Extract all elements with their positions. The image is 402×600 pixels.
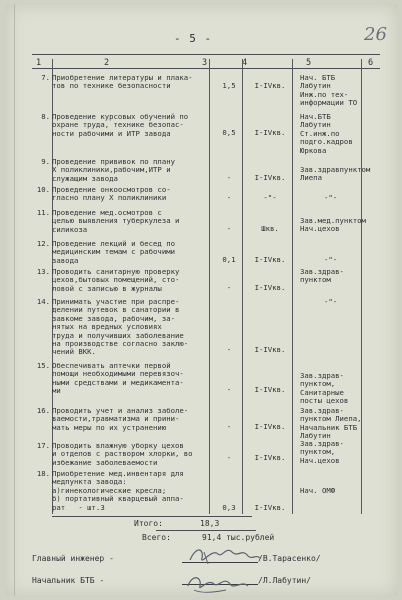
row-responsible: Нач.БТБ Лабутин Ст.инж.по подго.кадров Юркова bbox=[300, 112, 353, 155]
row-amount: - bbox=[226, 173, 232, 182]
row-description: Проведение онкоосмотров со- гласно плану X поликлиники bbox=[52, 185, 171, 203]
row-description: Проводить учет и анализ заболе- ваемости,травматизма и прини- мать меры по их устранению bbox=[52, 406, 189, 432]
row-amount: 1,5 bbox=[222, 81, 236, 90]
row-responsible: Нач. БТБ Лабутин Инж.по тех- информации ТО bbox=[300, 73, 358, 108]
row-number: 11. bbox=[36, 208, 50, 217]
row-description: Проведение мед.осмотров с целью выявления туберкулеза и силикоза bbox=[52, 208, 180, 234]
totals-rule bbox=[52, 516, 252, 517]
row-responsible: Зав.мед.пунктом Нач.цехов bbox=[300, 216, 366, 234]
row-number: 9. bbox=[41, 157, 50, 166]
row-number: 10. bbox=[36, 185, 50, 194]
row-responsible: Зав.здрав- пунктом, Санитарные посты цехов bbox=[300, 371, 349, 406]
signature-title: Начальник БТБ - bbox=[32, 576, 105, 585]
row-description: Приобретение мед.инвентаря для медпункта завода: а)гинекологические кресла; б) портативный кварцевый аппа- рат - шт.3 bbox=[52, 469, 184, 512]
row-term: Шкв. bbox=[261, 224, 279, 233]
column-header-5: 5 bbox=[306, 58, 312, 68]
column-header-2: 2 bbox=[104, 58, 110, 68]
column-header-3: 3 bbox=[202, 58, 208, 68]
row-number: 18. bbox=[36, 469, 50, 478]
row-responsible: Зав.здрав- пунктом Лиепа, Начальник БТБ Лабутин bbox=[300, 406, 362, 441]
row-number: 15. bbox=[36, 361, 50, 370]
row-amount: - bbox=[226, 385, 232, 394]
row-description: Обеспечивать аптечки первой помощи необходимыми перевязоч- ными средствами и медикамента- ми bbox=[52, 361, 184, 396]
column-header-6: 6 bbox=[368, 58, 374, 68]
row-amount: - bbox=[226, 224, 232, 233]
row-amount: - bbox=[226, 453, 232, 462]
row-responsible: -"- bbox=[324, 193, 338, 202]
row-number: 16. bbox=[36, 406, 50, 415]
row-description: Проведение лекций и бесед по медицинским темам с рабочими завода bbox=[52, 239, 176, 265]
row-responsible: Зав.здрав- пунктом bbox=[300, 267, 344, 285]
vsego-label: Всего: bbox=[142, 533, 171, 542]
row-description: Принимать участие при распре- делении путевок в санатории в завкоме завода, рабочим, за- нятых на вредных условиях труда и получивших заболевание на производстве согласно заклю- чений ВКК. bbox=[52, 297, 189, 357]
row-description: Проведение курсовых обучений по охране труда, технике безопас- ности рабочими и ИТР завода bbox=[52, 112, 189, 138]
handwritten-signatures bbox=[182, 540, 262, 596]
page-number: - 5 - bbox=[174, 32, 213, 45]
row-number: 17. bbox=[36, 441, 50, 450]
totals-underline bbox=[156, 530, 256, 531]
row-amount: 0,3 bbox=[222, 502, 236, 512]
row-number: 14. bbox=[36, 297, 50, 306]
row-amount: 0,1 bbox=[222, 255, 236, 264]
column-header-1: 1 bbox=[36, 58, 42, 68]
row-description: Проводить влажную уборку цехов и отделов с раствором хлорки, во избежание заболеваемости bbox=[52, 441, 193, 467]
row-amount: 0,5 bbox=[222, 128, 236, 137]
row-responsible: -"- bbox=[324, 255, 338, 264]
row-number: 8. bbox=[41, 112, 50, 121]
row-number: 12. bbox=[36, 239, 50, 248]
row-term: I-IVкв. bbox=[254, 345, 286, 354]
row-term: I-IVкв. bbox=[254, 255, 286, 264]
row-term: I-IVкв. bbox=[254, 453, 286, 462]
table-header-rule bbox=[32, 68, 380, 69]
row-responsible: Зав.здравпунктом Лиепа bbox=[300, 165, 371, 183]
row-amount: - bbox=[226, 345, 232, 354]
row-amount: - bbox=[226, 283, 232, 292]
itogo-value: 18,3 bbox=[200, 519, 220, 528]
page-fold-line bbox=[14, 4, 15, 596]
row-term: -"- bbox=[263, 193, 277, 202]
row-term: I-IVкв. bbox=[254, 422, 286, 431]
row-responsible: -"- bbox=[324, 297, 338, 306]
row-term: I-IVкв. bbox=[254, 283, 286, 292]
row-number: 7. bbox=[41, 73, 50, 82]
document-sheet bbox=[6, 4, 398, 596]
itogo-label: Итого: bbox=[134, 519, 163, 528]
row-term: I-IVкв. bbox=[254, 81, 286, 90]
vsego-value: 91,4 тыс.рублей bbox=[202, 533, 275, 542]
column-header-4: 4 bbox=[242, 58, 248, 68]
signature-name: /В.Тарасенко/ bbox=[258, 554, 321, 563]
table-top-rule bbox=[32, 54, 380, 55]
row-number: 13. bbox=[36, 267, 50, 276]
row-term: I-IVкв. bbox=[254, 502, 286, 512]
row-description: Проведение прививок по плану X поликлиники,рабочим,ИТР и служащим завода bbox=[52, 157, 176, 183]
row-amount: - bbox=[226, 422, 232, 431]
row-term: I-IVкв. bbox=[254, 173, 286, 182]
row-description: Проводить санитарную проверку цехов,бытовых помещений, сто- ловой с записью в журналы bbox=[52, 267, 180, 293]
signature-title: Главный инженер - bbox=[32, 554, 114, 563]
row-responsible: Зав.здрав- пунктом, Нач.цехов bbox=[300, 439, 344, 465]
row-term: I-IVкв. bbox=[254, 385, 286, 394]
row-responsible: Нач. ОМФ bbox=[300, 485, 336, 495]
signature-name: /Л.Лабутин/ bbox=[258, 576, 311, 585]
folio-number: 26 bbox=[364, 24, 387, 45]
column-rule bbox=[209, 59, 210, 514]
row-amount: - bbox=[226, 193, 232, 202]
row-description: Приобретение литературы и плака- тов по технике безопасности bbox=[52, 73, 193, 91]
row-term: I-IVкв. bbox=[254, 128, 286, 137]
